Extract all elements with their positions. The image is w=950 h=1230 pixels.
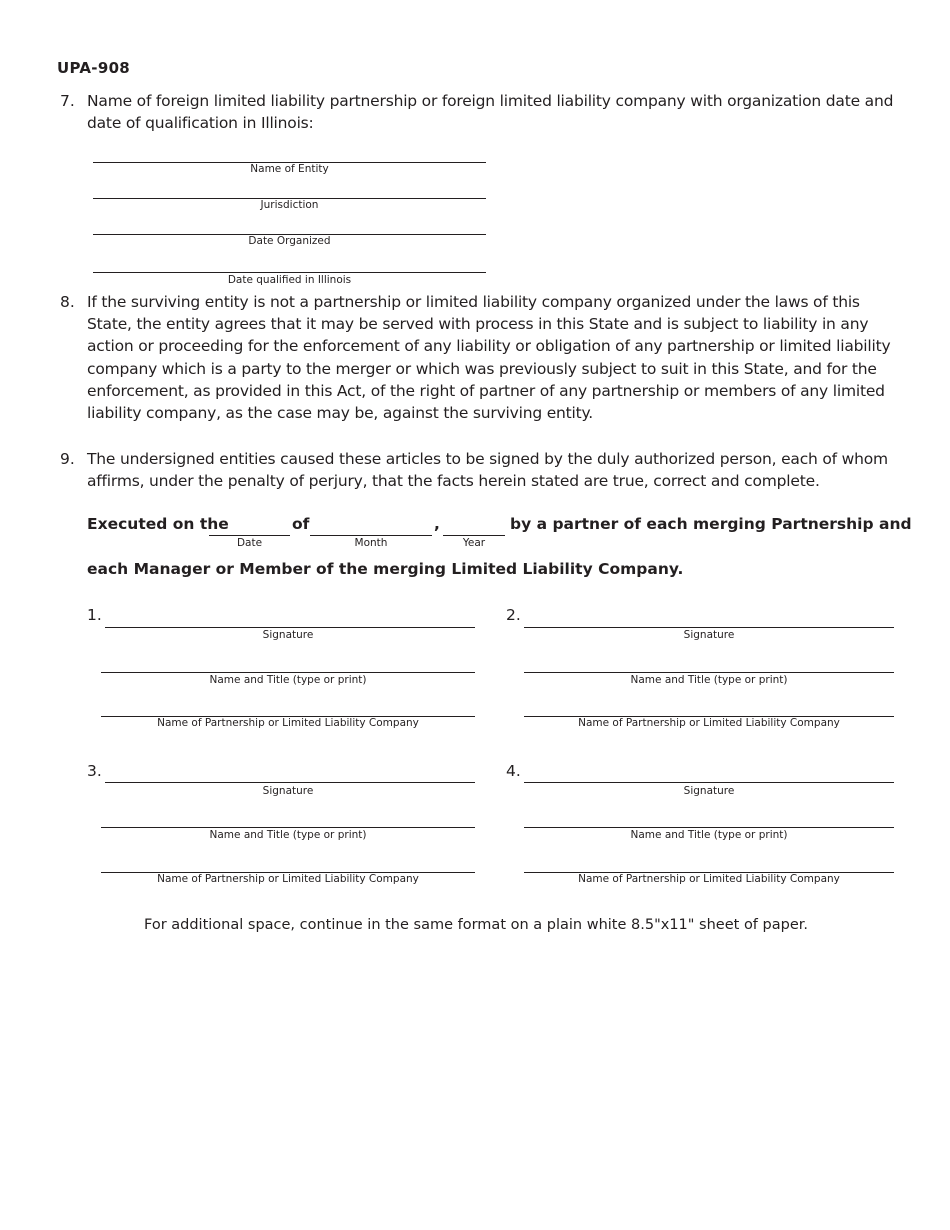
signer4-entity-label: Name of Partnership or Limited Liability Company xyxy=(578,873,840,885)
signer4-number: 4. xyxy=(506,762,521,780)
signer3-signature-label: Signature xyxy=(262,785,314,797)
signer3-signature-field[interactable] xyxy=(105,782,475,783)
signer4-signature-field[interactable] xyxy=(524,782,894,783)
signer2-signature-label: Signature xyxy=(683,629,735,641)
item8-text: If the surviving entity is not a partnership or limited liability company organized under the laws of this State, the entity agrees that it may be served with process in this State and is subject to liability in any action or proceeding for the enforcement of any liability or obligation of any partnership or limited liability company which is a party to the merger or which was previously subject to suit in this State, and for the enforcement, as provided in this Act, of the right of partner of any partnership or members of any limited liability company, as the case may be, against the surviving entity. xyxy=(87,293,891,423)
executed-line2: each Manager or Member of the merging Limited Liability Company. xyxy=(87,560,684,578)
date-day-field[interactable] xyxy=(209,535,290,536)
signer3-name-title-label: Name and Title (type or print) xyxy=(209,829,367,841)
footnote: For additional space, continue in the same format on a plain white 8.5"x11" sheet of paper. xyxy=(144,917,808,933)
signer2-number: 2. xyxy=(506,606,521,624)
signer2-name-title-field[interactable] xyxy=(524,672,894,673)
executed-comma: , xyxy=(434,515,440,533)
jurisdiction-label: Jurisdiction xyxy=(260,199,319,211)
signer2-entity-label: Name of Partnership or Limited Liability Company xyxy=(578,717,840,729)
signer2-signature-field[interactable] xyxy=(524,627,894,628)
item8-number: 8. xyxy=(60,293,75,311)
signer1-signature-label: Signature xyxy=(262,629,314,641)
date-year-label: Year xyxy=(462,537,486,549)
date-day-label: Date xyxy=(236,537,263,549)
item7-number: 7. xyxy=(60,92,75,110)
signer3-number: 3. xyxy=(87,762,102,780)
date-year-field[interactable] xyxy=(443,535,505,536)
date-month-field[interactable] xyxy=(310,535,432,536)
item7-text: Name of foreign limited liability partnership or foreign limited liability company with organization date and date of qualification in Illinois: xyxy=(87,92,894,133)
form-id: UPA-908 xyxy=(57,59,131,77)
signer1-entity-label: Name of Partnership or Limited Liability Company xyxy=(157,717,419,729)
signer1-number: 1. xyxy=(87,606,102,624)
date-qualified-label: Date qualified in Illinois xyxy=(227,274,352,286)
date-month-label: Month xyxy=(354,537,388,549)
signer1-name-title-label: Name and Title (type or print) xyxy=(209,674,367,686)
signer4-name-title-field[interactable] xyxy=(524,827,894,828)
date-organized-label: Date Organized xyxy=(248,235,331,247)
signer3-entity-label: Name of Partnership or Limited Liability Company xyxy=(157,873,419,885)
executed-prefix: Executed on the xyxy=(87,515,229,533)
signer1-signature-field[interactable] xyxy=(105,627,475,628)
signer1-name-title-field[interactable] xyxy=(101,672,475,673)
date-qualified-field[interactable] xyxy=(93,272,486,273)
signer3-name-title-field[interactable] xyxy=(101,827,475,828)
executed-of: of xyxy=(292,515,310,533)
item9-number: 9. xyxy=(60,450,75,468)
signer2-name-title-label: Name and Title (type or print) xyxy=(630,674,788,686)
executed-suffix: by a partner of each merging Partnership and xyxy=(510,515,912,533)
signer4-name-title-label: Name and Title (type or print) xyxy=(630,829,788,841)
entity-name-label: Name of Entity xyxy=(250,163,329,175)
item9-text: The undersigned entities caused these articles to be signed by the duly authorized person, each of whom affirms, under the penalty of perjury, that the facts herein stated are true, correct and complete. xyxy=(87,450,888,491)
signer4-signature-label: Signature xyxy=(683,785,735,797)
